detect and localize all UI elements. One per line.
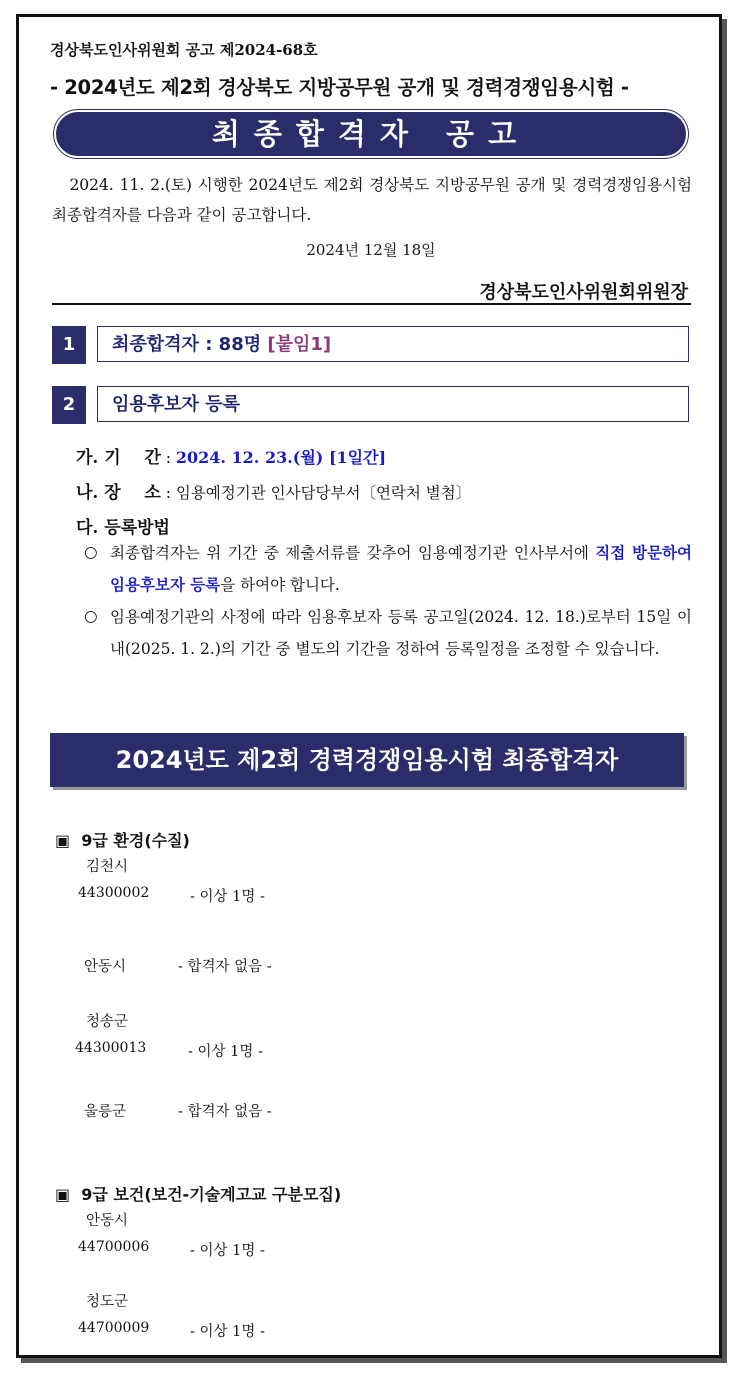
period-label: 가. 기 간 — [76, 448, 161, 468]
section-title-1 — [97, 326, 689, 362]
result-note: - 이상 1명 - — [190, 1243, 265, 1259]
bullet-marker-1: ○ — [84, 543, 98, 561]
result-note: - 합격자 없음 - — [178, 1104, 272, 1120]
section-title-2 — [97, 386, 689, 422]
result-note: - 이상 1명 - — [190, 1324, 265, 1340]
region-name: 김천시 — [86, 859, 129, 875]
category-heading-1 — [55, 828, 190, 851]
section-number-2: 2 — [52, 386, 86, 424]
category-marker-icon: ▣ — [55, 831, 71, 850]
region-name: 울릉군 — [84, 1104, 127, 1120]
notice-date: 2024년 12월 18일 — [306, 241, 436, 259]
period-sep: : — [160, 449, 176, 467]
section-title-2-text: 임용후보자 등록 — [112, 394, 240, 415]
category-title-1: 9급 환경(수질) — [81, 831, 190, 850]
result-note: - 이상 1명 - — [188, 1044, 263, 1060]
bullet-1 — [110, 537, 692, 601]
bullet-2: 임용예정기관의 사정에 따라 임용후보자 등록 공고일(2024. 12. 18.)로부터 15일 이내(2025. 1. 2.)의 기간 중 별도의 기간을 정하여 등록일정을 조정할 수 있습니다. — [110, 608, 692, 658]
period-row — [76, 443, 386, 468]
candidate-number: 44700009 — [78, 1320, 150, 1336]
region-name: 안동시 — [86, 1213, 129, 1229]
method-label: 다. 등록방법 — [76, 518, 170, 538]
exam-subtitle: - 2024년도 제2회 경상북도 지방공무원 공개 및 경력경쟁임용시험 - — [50, 76, 629, 99]
candidate-number: 44300002 — [78, 885, 150, 901]
region-name: 청송군 — [86, 1014, 129, 1030]
section-title-1-text: 최종합격자 : 88명 — [112, 334, 262, 355]
results-banner: 2024년도 제2회 경력경쟁임용시험 최종합격자 — [50, 733, 684, 787]
bullet-marker-2: ○ — [84, 607, 98, 625]
result-note: - 합격자 없음 - — [178, 959, 272, 975]
title-banner: 최종합격자 공고 — [54, 110, 688, 158]
intro-paragraph — [52, 170, 692, 230]
place-row — [76, 478, 471, 503]
attachment-tag: [붙임1] — [267, 334, 332, 355]
intro-text: 2024. 11. 2.(토) 시행한 2024년도 제2회 경상북도 지방공무원 공개 및 경력경쟁임용시험 최종합격자를 다음과 같이 공고합니다. — [52, 176, 693, 224]
section-number-1: 1 — [52, 326, 86, 364]
bullet-1-text: 최종합격자는 위 기간 중 제출서류를 갖추어 임용예정기관 인사부서에 — [110, 544, 596, 562]
candidate-number: 44700006 — [78, 1239, 150, 1255]
period-value: 2024. 12. 23.(월) [1일간] — [175, 448, 387, 467]
bullet-1-tail: 을 하여야 합니다. — [220, 576, 340, 594]
category-title-2: 9급 보건(보건-기술계고교 구분모집) — [81, 1185, 342, 1204]
candidate-number: 44300013 — [75, 1040, 147, 1056]
result-note: - 이상 1명 - — [190, 889, 265, 905]
place-label: 나. 장 소 — [76, 483, 161, 503]
category-marker-icon: ▣ — [55, 1185, 71, 1204]
divider — [52, 303, 691, 305]
notice-number: 경상북도인사위원회 공고 제2024-68호 — [50, 41, 318, 59]
region-name: 청도군 — [86, 1294, 129, 1310]
bullet-1-emphasis: 직접 방문하여 임용후보자 등록 — [110, 543, 692, 594]
category-heading-2 — [55, 1182, 341, 1205]
place-value: : 임용예정기관 인사담당부서〔연락처 별첨〕 — [160, 484, 472, 502]
region-name: 안동시 — [84, 959, 127, 975]
issuer: 경상북도인사위원회위원장 — [479, 282, 688, 303]
